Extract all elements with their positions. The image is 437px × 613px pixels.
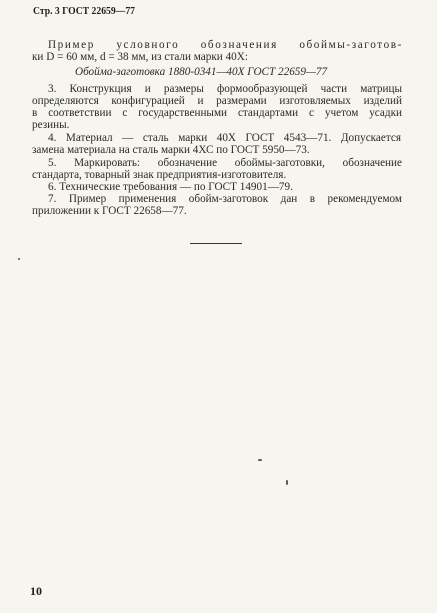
clause-5-line-1: 5. Маркировать: обозначение обоймы-заготовки, обозначение [48,157,402,169]
clause-6-line-1: 6. Технические требования — по ГОСТ 14901—79. [48,181,293,193]
clause-5-line-2: стандарта, товарный знак предприятия-изготовителя. [32,169,287,181]
clause-7-line-2: приложении к ГОСТ 22658—77. [32,205,187,217]
page-number: 10 [30,584,42,598]
scan-speck [286,480,288,485]
clause-3-line-4: резины. [32,119,70,131]
clause-3-line-2: определяются конфигурацией и размерами изготовляемых изделий [32,95,402,107]
scan-speck [258,459,262,461]
clause-7-line-1: 7. Пример применения обойм-заготовок дан в рекомендуемом [48,193,402,205]
page-header: Стр. 3 ГОСТ 22659—77 [33,6,136,17]
clause-3-line-1: 3. Конструкция и размеры формообразующей части матрицы [48,83,402,95]
example-intro-line-1: Пример условного обозначения обоймы-заготов- [48,39,403,51]
end-rule [190,243,242,244]
clause-3-line-3: в соответствии с государственными стандартами с учетом усадки [32,107,402,119]
scan-speck [18,258,20,260]
clause-4-line-2: замена материала на сталь марки 4ХС по ГОСТ 5950—73. [32,144,310,156]
example-intro-line-2: ки D = 60 мм, d = 38 мм, из стали марки 40Х: [32,51,248,63]
example-designation: Обойма-заготовка 1880-0341—40Х ГОСТ 22659—77 [75,66,328,78]
clause-4-line-1: 4. Материал — сталь марки 40Х ГОСТ 4543—71. Допускается [48,132,401,144]
